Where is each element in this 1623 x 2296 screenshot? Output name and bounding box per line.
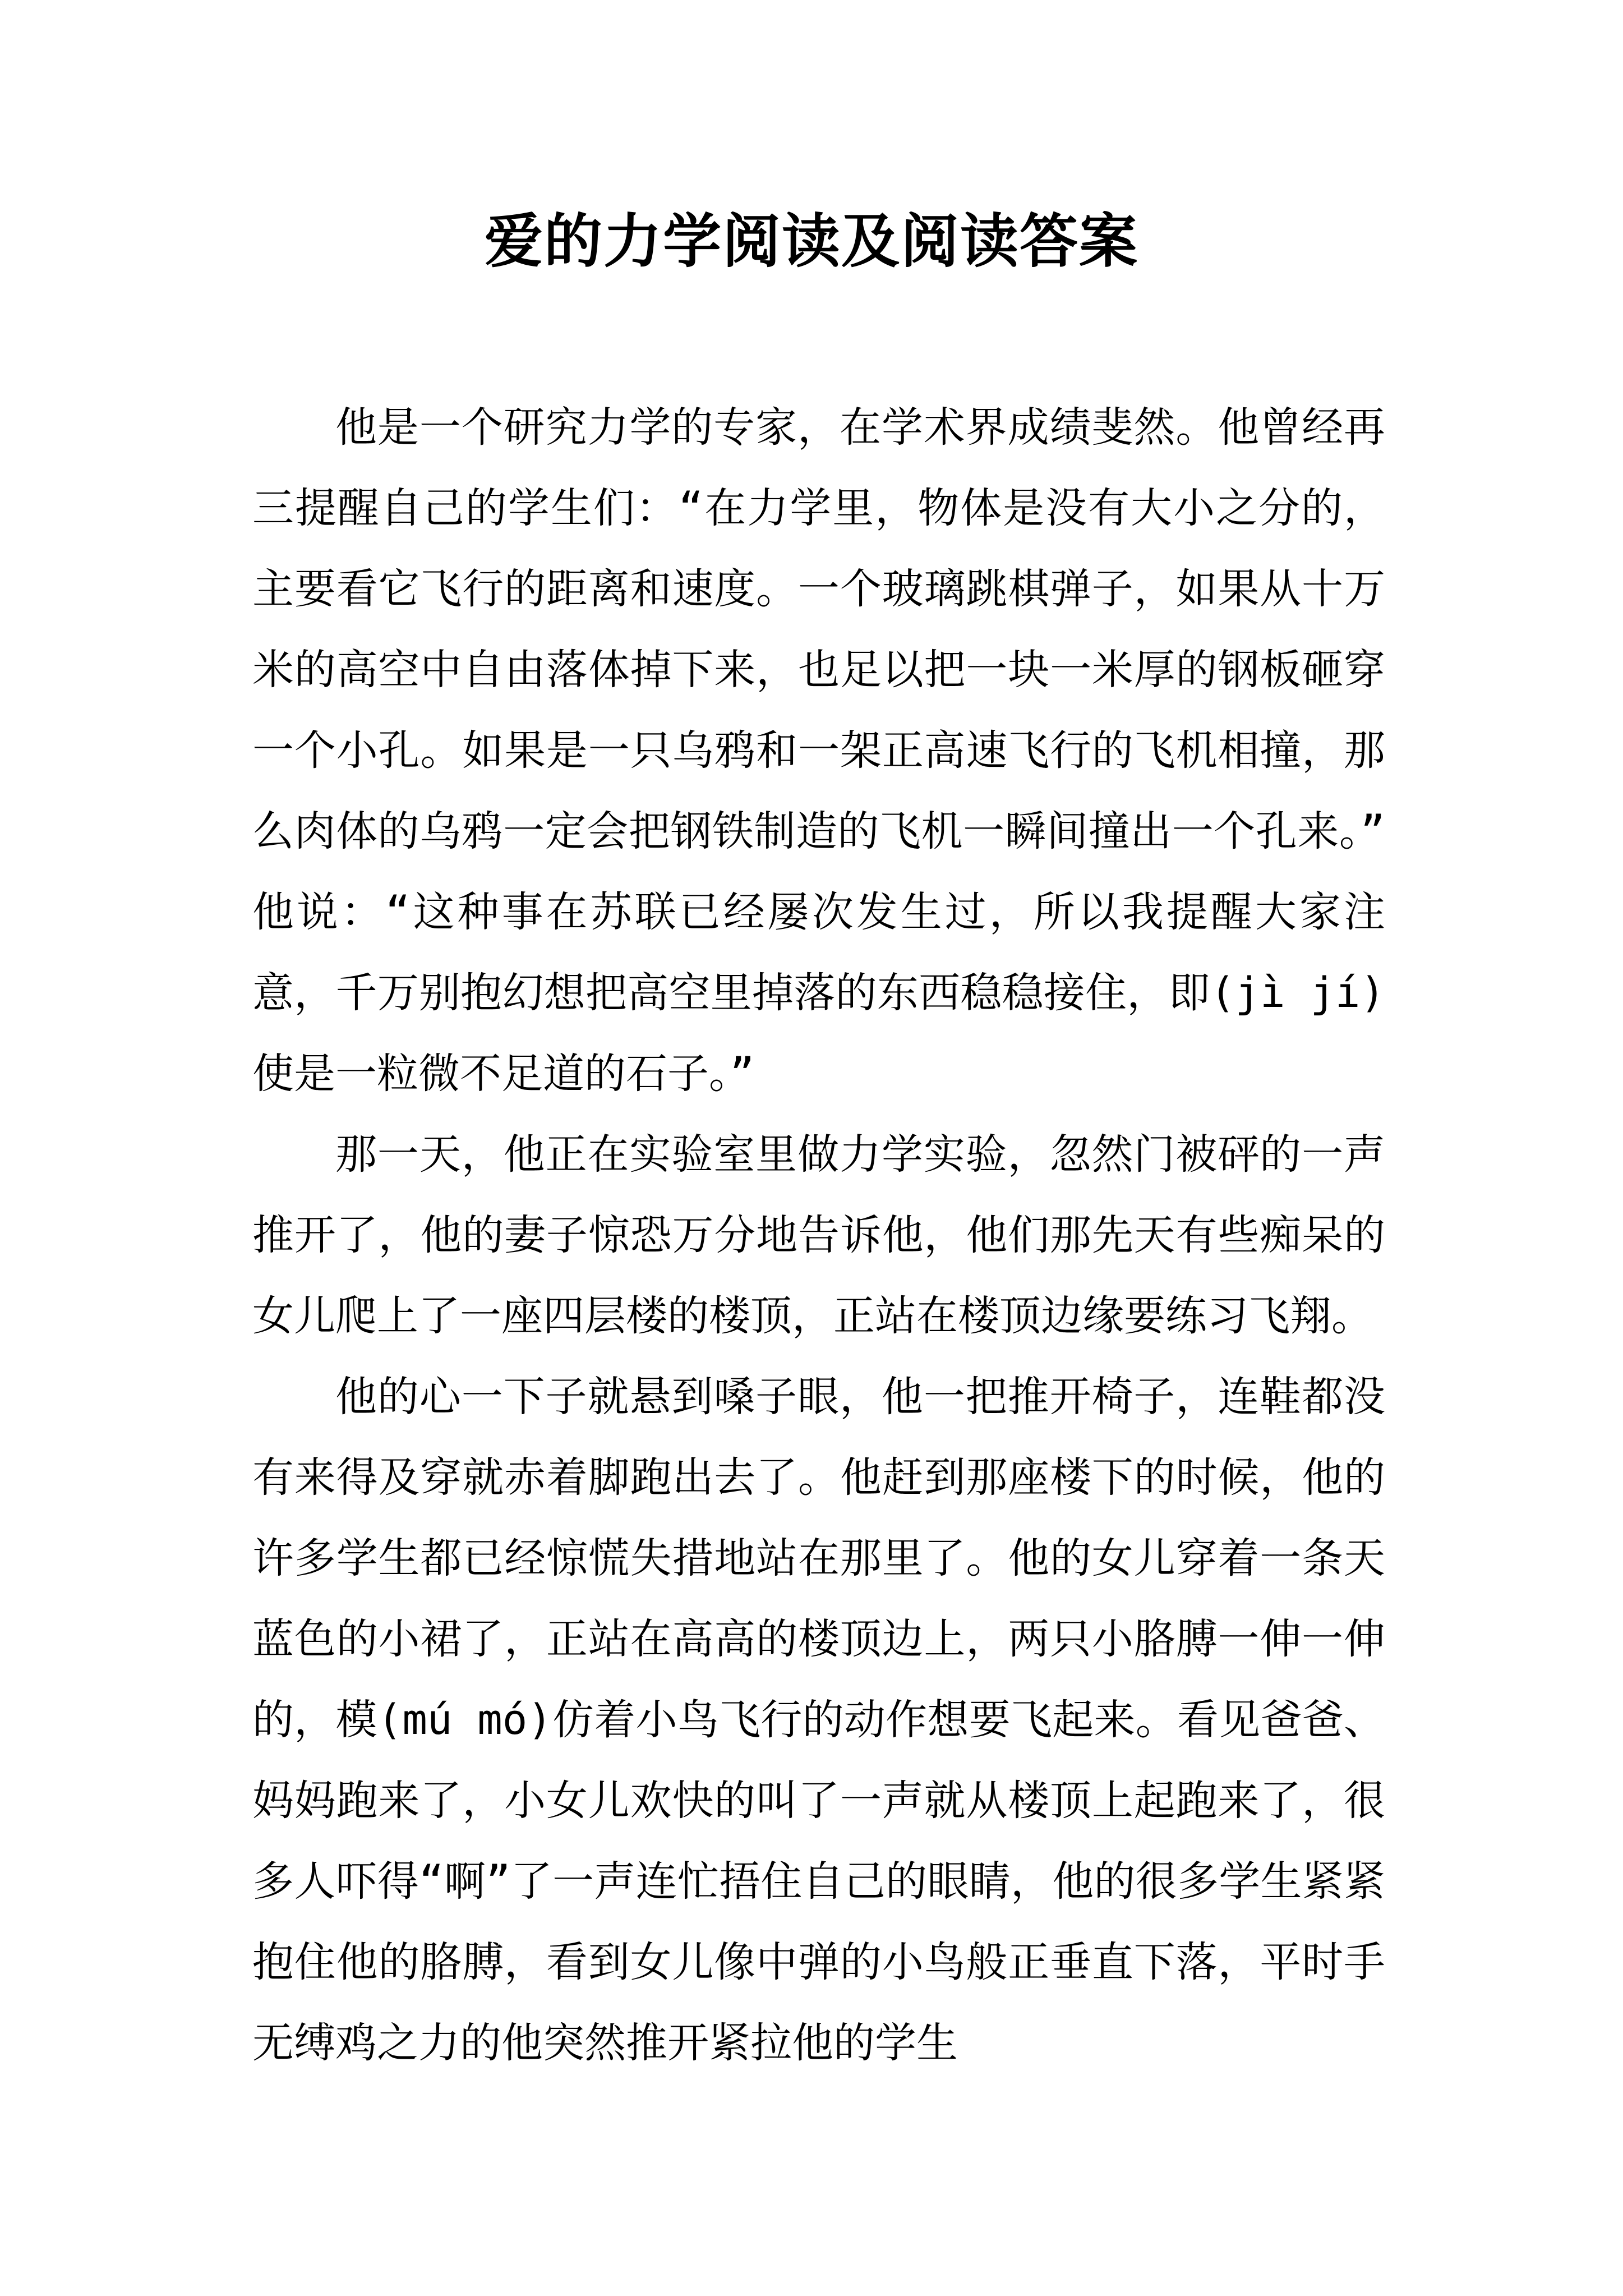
document-body: [252, 387, 1385, 2083]
paragraph: 他的心一下子就悬到嗓子眼，他一把推开椅子，连鞋都没有来得及穿就赤着脚跑出去了。他赶到那座楼下的时候，他的许多学生都已经惊慌失措地站在那里了。他的女儿穿着一条天蓝色的小裙了，正站在高高的楼顶边上，两只小胳膊一伸一伸的，模(mú mó)仿着小鸟飞行的动作想要飞起来。看见爸爸、妈妈跑来了，小女儿欢快的叫了一声就从楼顶上起跑来了，很多人吓得“啊”了一声连忙捂住自己的眼睛，他的很多学生紧紧抱住他的胳膊，看到女儿像中弹的小鸟般正垂直下落，平时手无缚鸡之力的他突然推开紧拉他的学生: [252, 1373, 1385, 2067]
paragraph: 他是一个研究力学的专家，在学术界成绩斐然。他曾经再三提醒自己的学生们：“在力学里，物体是没有大小之分的，主要看它飞行的距离和速度。一个玻璃跳棋弹子，如果从十万米的高空中自由落体掉下来，也足以把一块一米厚的钢板砸穿一个小孔。如果是一只乌鸦和一架正高速飞行的飞机相撞，那么肉体的乌鸦一定会把钢铁制造的飞机一瞬间撞出一个孔来。” 他说：“这种事在苏联已经屡次发生过，所以我提醒大家注意，千万别抱幻想把高空里掉落的东西稳稳接住，即(jì jí)使是一粒微不足道的石子。”: [252, 403, 1385, 1098]
document-title: 爱的力学阅读及阅读答案: [484, 206, 1138, 275]
paragraph: 那一天，他正在实验室里做力学实验，忽然门被砰的一声推开了，他的妻子惊恐万分地告诉他，他们那先天有些痴呆的女儿爬上了一座四层楼的楼顶，正站在楼顶边缘要练习飞翔。: [252, 1130, 1385, 1340]
